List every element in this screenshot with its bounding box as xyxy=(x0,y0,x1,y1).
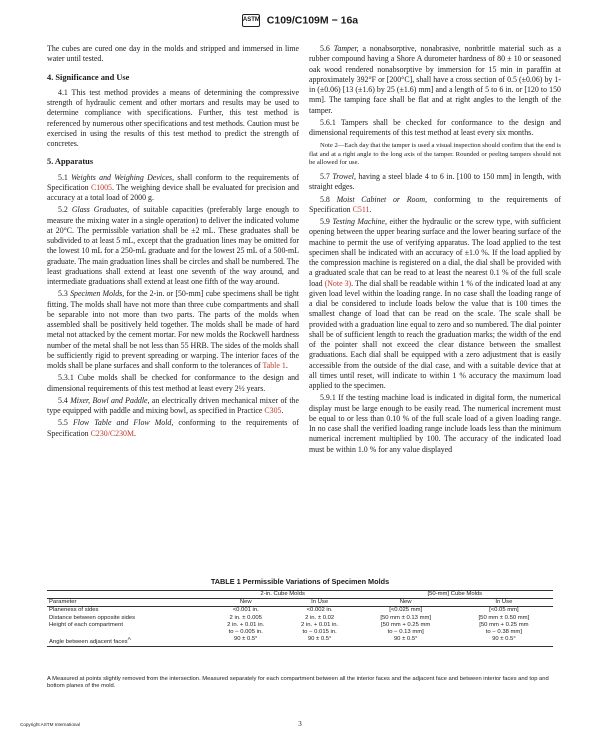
table-row xyxy=(47,615,553,622)
table-cell: [<0.05 mm] xyxy=(489,607,519,614)
astm-logo-icon: ASTM xyxy=(242,14,260,27)
table-header: In Use xyxy=(455,599,553,607)
reference-link[interactable]: C230/C230M xyxy=(90,428,135,438)
table-title: TABLE 1 Permissible Variations of Specimen Molds xyxy=(210,577,390,586)
table-cell: [50 mm + 0.25 mm to − 0.38 mm] xyxy=(479,621,529,636)
paragraph: 5.9 Testing Machine, either the hydraulic or the screw type, with sufficient opening between the upper bearing surface and the lower bearing surface of the machine to permit the use of verifying apparatus. The load applied to the test specimen shall be indicated with an accuracy of ±1.0 %. If the load applied by the compression machine is registered on a dial, the dial shall be provided with a graduated scale that can be read to at least the nearest 0.1 % of the full scale load (Note 3). The dial shall be readable within 1 % of the indicated load at any given load level within the loading range. In no case shall the loading range of a dial be considered to include loads below the value that is 100 times the smallest change of load that can be read on the scale. The scale shall be provided with a graduation line equal to zero and so numbered. The dial pointer shall be of sufficient length to reach the graduation marks; the width of the end of the pointer shall not exceed the clear distance between the smallest graduations. Each dial shall be equipped with a zero adjustment that is easily accessible from the outside of the dial case, and with a suitable device that at all times until reset, will indicate to within 1 % accuracy the maximum load applied to the specimen. xyxy=(309,217,561,391)
table-cell: Angle between adjacent faces$^A$ xyxy=(47,636,209,647)
table-cell: 90 ± 0.5° xyxy=(455,636,553,647)
designation: C109/C109M − 16a xyxy=(266,14,359,27)
table-cell: <0.002 in. xyxy=(306,607,333,614)
table-group-header: [50-mm] Cube Molds xyxy=(357,591,553,599)
reference-link[interactable]: (Note 3) xyxy=(324,278,352,288)
table-row xyxy=(47,607,553,615)
table-header: New xyxy=(357,599,455,607)
paragraph: 5.6.1 Tampers shall be checked for conformance to the design and dimensional requirements of this test method at least every six months. xyxy=(309,117,561,137)
section-heading: 4. Significance and Use xyxy=(47,72,130,82)
paragraph: 4.1 This test method provides a means of determining the compressive strength of hydraulic cement and other mortars and results may be used to determine compliance with specifications. Further, this test method is referenced by numerous other specifications and test methods. Caution must be exercised in using the results of this test method to predict the strength of concretes. xyxy=(47,87,299,148)
table-cell: <0.001 in. xyxy=(232,607,259,614)
right-column xyxy=(309,44,561,457)
reference-link[interactable]: C1005 xyxy=(90,182,112,192)
paragraph: 5.9.1 If the testing machine load is indicated in digital form, the numerical display must be large enough to be easily read. The numerical increment must be equal to or less than 0.10 % of the full scale load of a given loading range. In no case shall the verified loading range include loads less than the minimum numerical increment multiplied by 100. The accuracy of the indicated load must be within 1.0 % for any value displayed xyxy=(309,393,561,454)
reference-link[interactable]: Table 1 xyxy=(262,361,286,370)
table-cell: Distance between opposite sides xyxy=(49,614,136,621)
paragraph: 5.8 Moist Cabinet or Room, conforming to the requirements of Specification C511. xyxy=(309,194,561,214)
table-cell: 2 in. ± 0.005 xyxy=(229,614,262,621)
paragraph: 5.7 Trowel, having a steel blade 4 to 6 in. [100 to 150 mm] in length, with straight edges. xyxy=(309,172,561,192)
table-cell: 90 ± 0.5° xyxy=(357,636,455,647)
left-column xyxy=(47,44,299,441)
paragraph: 5.5 Flow Table and Flow Mold, conforming to the requirements of Specification C230/C230M. xyxy=(47,418,300,438)
table-row xyxy=(47,636,553,647)
page-header xyxy=(0,14,600,27)
table-cell: Height of each compartment xyxy=(49,621,123,628)
page-number: 3 xyxy=(298,720,302,728)
table-cell: [50 mm ± 0.50 mm] xyxy=(478,614,530,621)
table-cell: Planeness of sides xyxy=(49,607,99,614)
tolerance-table xyxy=(47,590,553,647)
paragraph: 5.4 Mixer, Bowl and Paddle, an electrically driven mechanical mixer of the type equipped with paddle and mixing bowl, as specified in Practice C305. xyxy=(47,395,299,415)
note: Note 2—Each day that the tamper is used a visual inspection should confirm that the end is flat and at a right angle to the long axis of the tamper. Rounded or peeling tampers should not be allowed for use. xyxy=(309,142,561,167)
table-cell: [<0.025 mm] xyxy=(389,607,423,614)
section-heading: 5. Apparatus xyxy=(47,157,94,167)
table-footnote: A Measured at points slightly removed from the intersection. Measured separately for each compartment between all the interior faces and the adjacent face and between interior faces and top and bottom planes of the mold. xyxy=(47,676,549,690)
table-cell: 2 in. ± 0.02 xyxy=(305,614,335,621)
table-cell: [50 mm + 0.25 mm to − 0.13 mm] xyxy=(381,621,431,636)
table-header: Parameter xyxy=(47,599,209,607)
table-cell: [50 mm ± 0.13 mm] xyxy=(380,614,432,621)
table-header: In Use xyxy=(283,599,357,607)
reference-link[interactable]: C511 xyxy=(352,204,370,214)
reference-link[interactable]: C305 xyxy=(264,406,282,415)
paragraph: 5.1 Weights and Weighing Devices, shall conform to the requirements of Specification C1005. The weighing device shall be evaluated for precision and accuracy at a total load of 2000 g. xyxy=(47,172,299,202)
paragraph: 5.6 Tamper, a nonabsorptive, nonabrasive, nonbrittle material such as a rubber compound having a Shore A durometer hardness of 80 ± 10 or seasoned oak wood rendered nonabsorptive by immersion for 15 min in paraffin at approximately 392°F or [200°C], shall have a cross section of 0.5 (±0.06) by 1-in (±0.06) [13 (±1.6) by 25 (±1.6) mm] and a length of 5 to 6 in. or [120 to 150 mm]. The tamping face shall be flat and at right angles to the length of the tamper. xyxy=(309,44,561,115)
paragraph: The cubes are cured one day in the molds and stripped and immersed in lime water until tested. xyxy=(47,44,299,64)
paragraph: 5.3 Specimen Molds, for the 2-in. or [50-mm] cube specimens shall be tight fitting. The molds shall have not more than three cube compartments and shall be separable into not more than two parts. The parts of the molds when assembled shall be positively held together. The molds shall be made of hard metal not attacked by the cement mortar. For new molds the Rockwell hardness number of the metal shall be not less than 55 HRB. The sides of the molds shall be sufficiently rigid to prevent spreading or warping. The interior faces of the molds shall be plane surfaces and shall conform to the tolerances of Table 1. xyxy=(47,289,299,370)
table-cell: 2 in. + 0.01 in. to − 0.015 in. xyxy=(301,621,339,636)
paragraph: 5.2 Glass Graduates, of suitable capacities (preferably large enough to measure the mixing water in a single operation) to deliver the indicated volume at 20°C. The permissible variation shall be ±2 mL. These graduates shall be subdivided to at least 5 mL, except that the graduation lines may be omitted for the lowest 10 mL for a 250-mL graduate and for the lowest 25 mL of a 500-mL graduate. The main graduation lines shall be circles and shall be numbered. The least graduations shall extend at least one seventh of the way around, and intermediate graduations shall extend at least one fifth of the way around. xyxy=(47,205,299,286)
table-group-header: 2-in. Cube Molds xyxy=(209,591,357,599)
table-row xyxy=(47,622,553,636)
copyright: Copyright ASTM International xyxy=(20,722,81,727)
table-header xyxy=(47,591,209,599)
table-cell: 2 in. + 0.01 in. to − 0.005 in. xyxy=(227,621,265,636)
paragraph: 5.3.1 Cube molds shall be checked for conformance to the design and dimensional requirements of this test method at least every 2½ years. xyxy=(47,373,299,393)
table-cell: 90 ± 0.5° xyxy=(283,636,357,647)
table-cell: 90 ± 0.5° xyxy=(209,636,283,647)
table-header: New xyxy=(209,599,283,607)
